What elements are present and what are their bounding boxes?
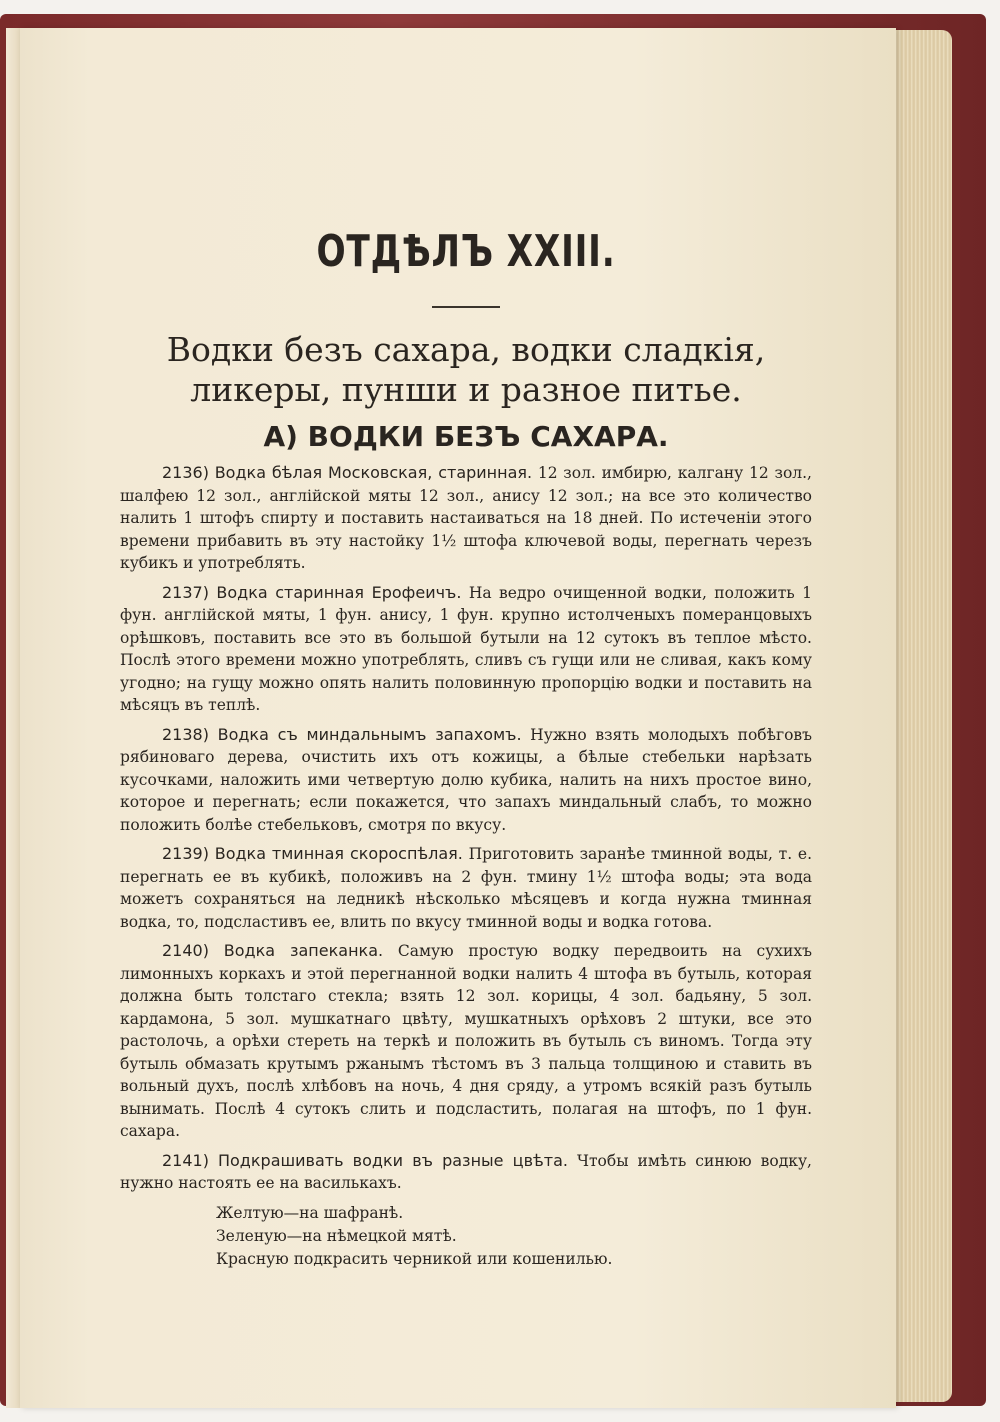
- recipe-2140: [120, 940, 812, 1143]
- recipe-2141: [120, 1150, 812, 1195]
- recipe-text: Чтобы имѣть синюю водку, нужно настоять ее на василькахъ.: [120, 1151, 812, 1192]
- recipe-name: Водка старинная Ерофеичъ.: [216, 582, 462, 602]
- book-page: [20, 28, 896, 1408]
- recipe-number: 2137): [162, 582, 209, 602]
- recipe-2138: [120, 724, 812, 837]
- recipe-text: На ведро очищенной водки, положить 1 фун. англійской мяты, 1 фун. анису, 1 фун. крупно истолченыхъ померанцовыхъ орѣшковъ, поставить все это въ большой бутыли на 12 сутокъ въ теплое мѣсто. Послѣ этого времени можно употреблять, сливъ съ гущи или не сливая, какъ кому угодно; на гущу можно опять налить половинную пропорцію водки и поставить на мѣсяцъ въ теплѣ.: [120, 583, 812, 714]
- recipe-number: 2139): [162, 844, 209, 863]
- color-list: [216, 1202, 812, 1271]
- recipe-name: Водка съ миндальнымъ запахомъ.: [217, 724, 522, 744]
- recipe-name: Водка запеканка.: [223, 941, 384, 960]
- section-heading: ОТДѢЛЪ XXIII.: [316, 226, 616, 277]
- divider: [432, 306, 500, 308]
- color-item: Зеленую—на нѣмецкой мятѣ.: [216, 1226, 457, 1245]
- subsection-title: А) ВОДКИ БЕЗЪ САХАРА.: [263, 420, 669, 453]
- recipe-name: Подкрашивать водки въ разные цвѣта.: [217, 1150, 568, 1170]
- recipe-number: 2140): [162, 941, 209, 960]
- recipe-text: Приготовить заранѣе тминной воды, т. е. перегнать ее въ кубикѣ, положивъ на 2 фун. тмину 1½ штофа воды; эта вода можетъ сохраняться на ледникѣ нѣсколько мѣсяцевъ и когда нужна тминная водка, то, подсластивъ ее, влить по вкусу тминной воды и водка готова.: [120, 845, 812, 931]
- recipe-list: [120, 462, 812, 1271]
- chapter-title: Водки безъ сахара, водки сладкія, ликеры, пунши и разное питье.: [166, 330, 766, 409]
- recipe-number: 2138): [162, 724, 209, 744]
- recipe-text: 12 зол. имбирю, калгану 12 зол., шалфею 12 зол., англійской мяты 12 зол., анису 12 зол.; на все это количество налить 1 штофъ спирту и поставить настаиваться на 18 дней. По истеченіи этого времени прибавить въ эту настойку 1½ штофа ключевой воды, перегнать черезъ кубикъ и употреблять.: [120, 464, 812, 572]
- recipe-number: 2141): [162, 1150, 209, 1170]
- recipe-2137: [120, 582, 812, 717]
- recipe-text: Нужно взять молодыхъ побѣговъ рябиноваго дерева, очистить ихъ отъ кожицы, а бѣлые стебельки нарѣзать кусочками, наложить ими четвертую долю кубика, налить на нихъ простое вино, которое и перегнать; если покажется, что запахъ миндальный слабъ, то можно положить болѣе стебельковъ, смотря по вкусу.: [120, 725, 812, 834]
- recipe-name: Водка тминная скороспѣлая.: [214, 844, 463, 863]
- color-item: Желтую—на шафранѣ.: [216, 1203, 404, 1222]
- recipe-number: 2136): [162, 463, 209, 482]
- recipe-text: Самую простую водку передвоить на сухихъ лимонныхъ коркахъ и этой перегнанной водки налить 4 штофа въ бутыль, которая должна быть толстаго стекла; взять 12 зол. корицы, 4 зол. бадьяну, 5 зол. кардамона, 5 зол. мушкатнаго цвѣту, мушкатныхъ орѣховъ 2 штуки, все это растолочь, а орѣхи стереть на теркѣ и положить въ бутыль съ виномъ. Тогда эту бутыль обмазать крутымъ ржанымъ тѣстомъ въ 3 пальца толщиною и ставить въ вольный духъ, послѣ хлѣбовъ на ночь, 4 дня сряду, а утромъ всякій разъ бутыль вынимать. Послѣ 4 сутокъ слить и подсластить, полагая на штофъ, по 1 фун. сахара.: [120, 942, 812, 1140]
- recipe-2139: [120, 843, 812, 933]
- recipe-2136: [120, 462, 812, 575]
- color-item: Красную подкрасить черникой или кошенилью.: [216, 1249, 613, 1268]
- recipe-name: Водка бѣлая Московская, старинная.: [214, 463, 533, 482]
